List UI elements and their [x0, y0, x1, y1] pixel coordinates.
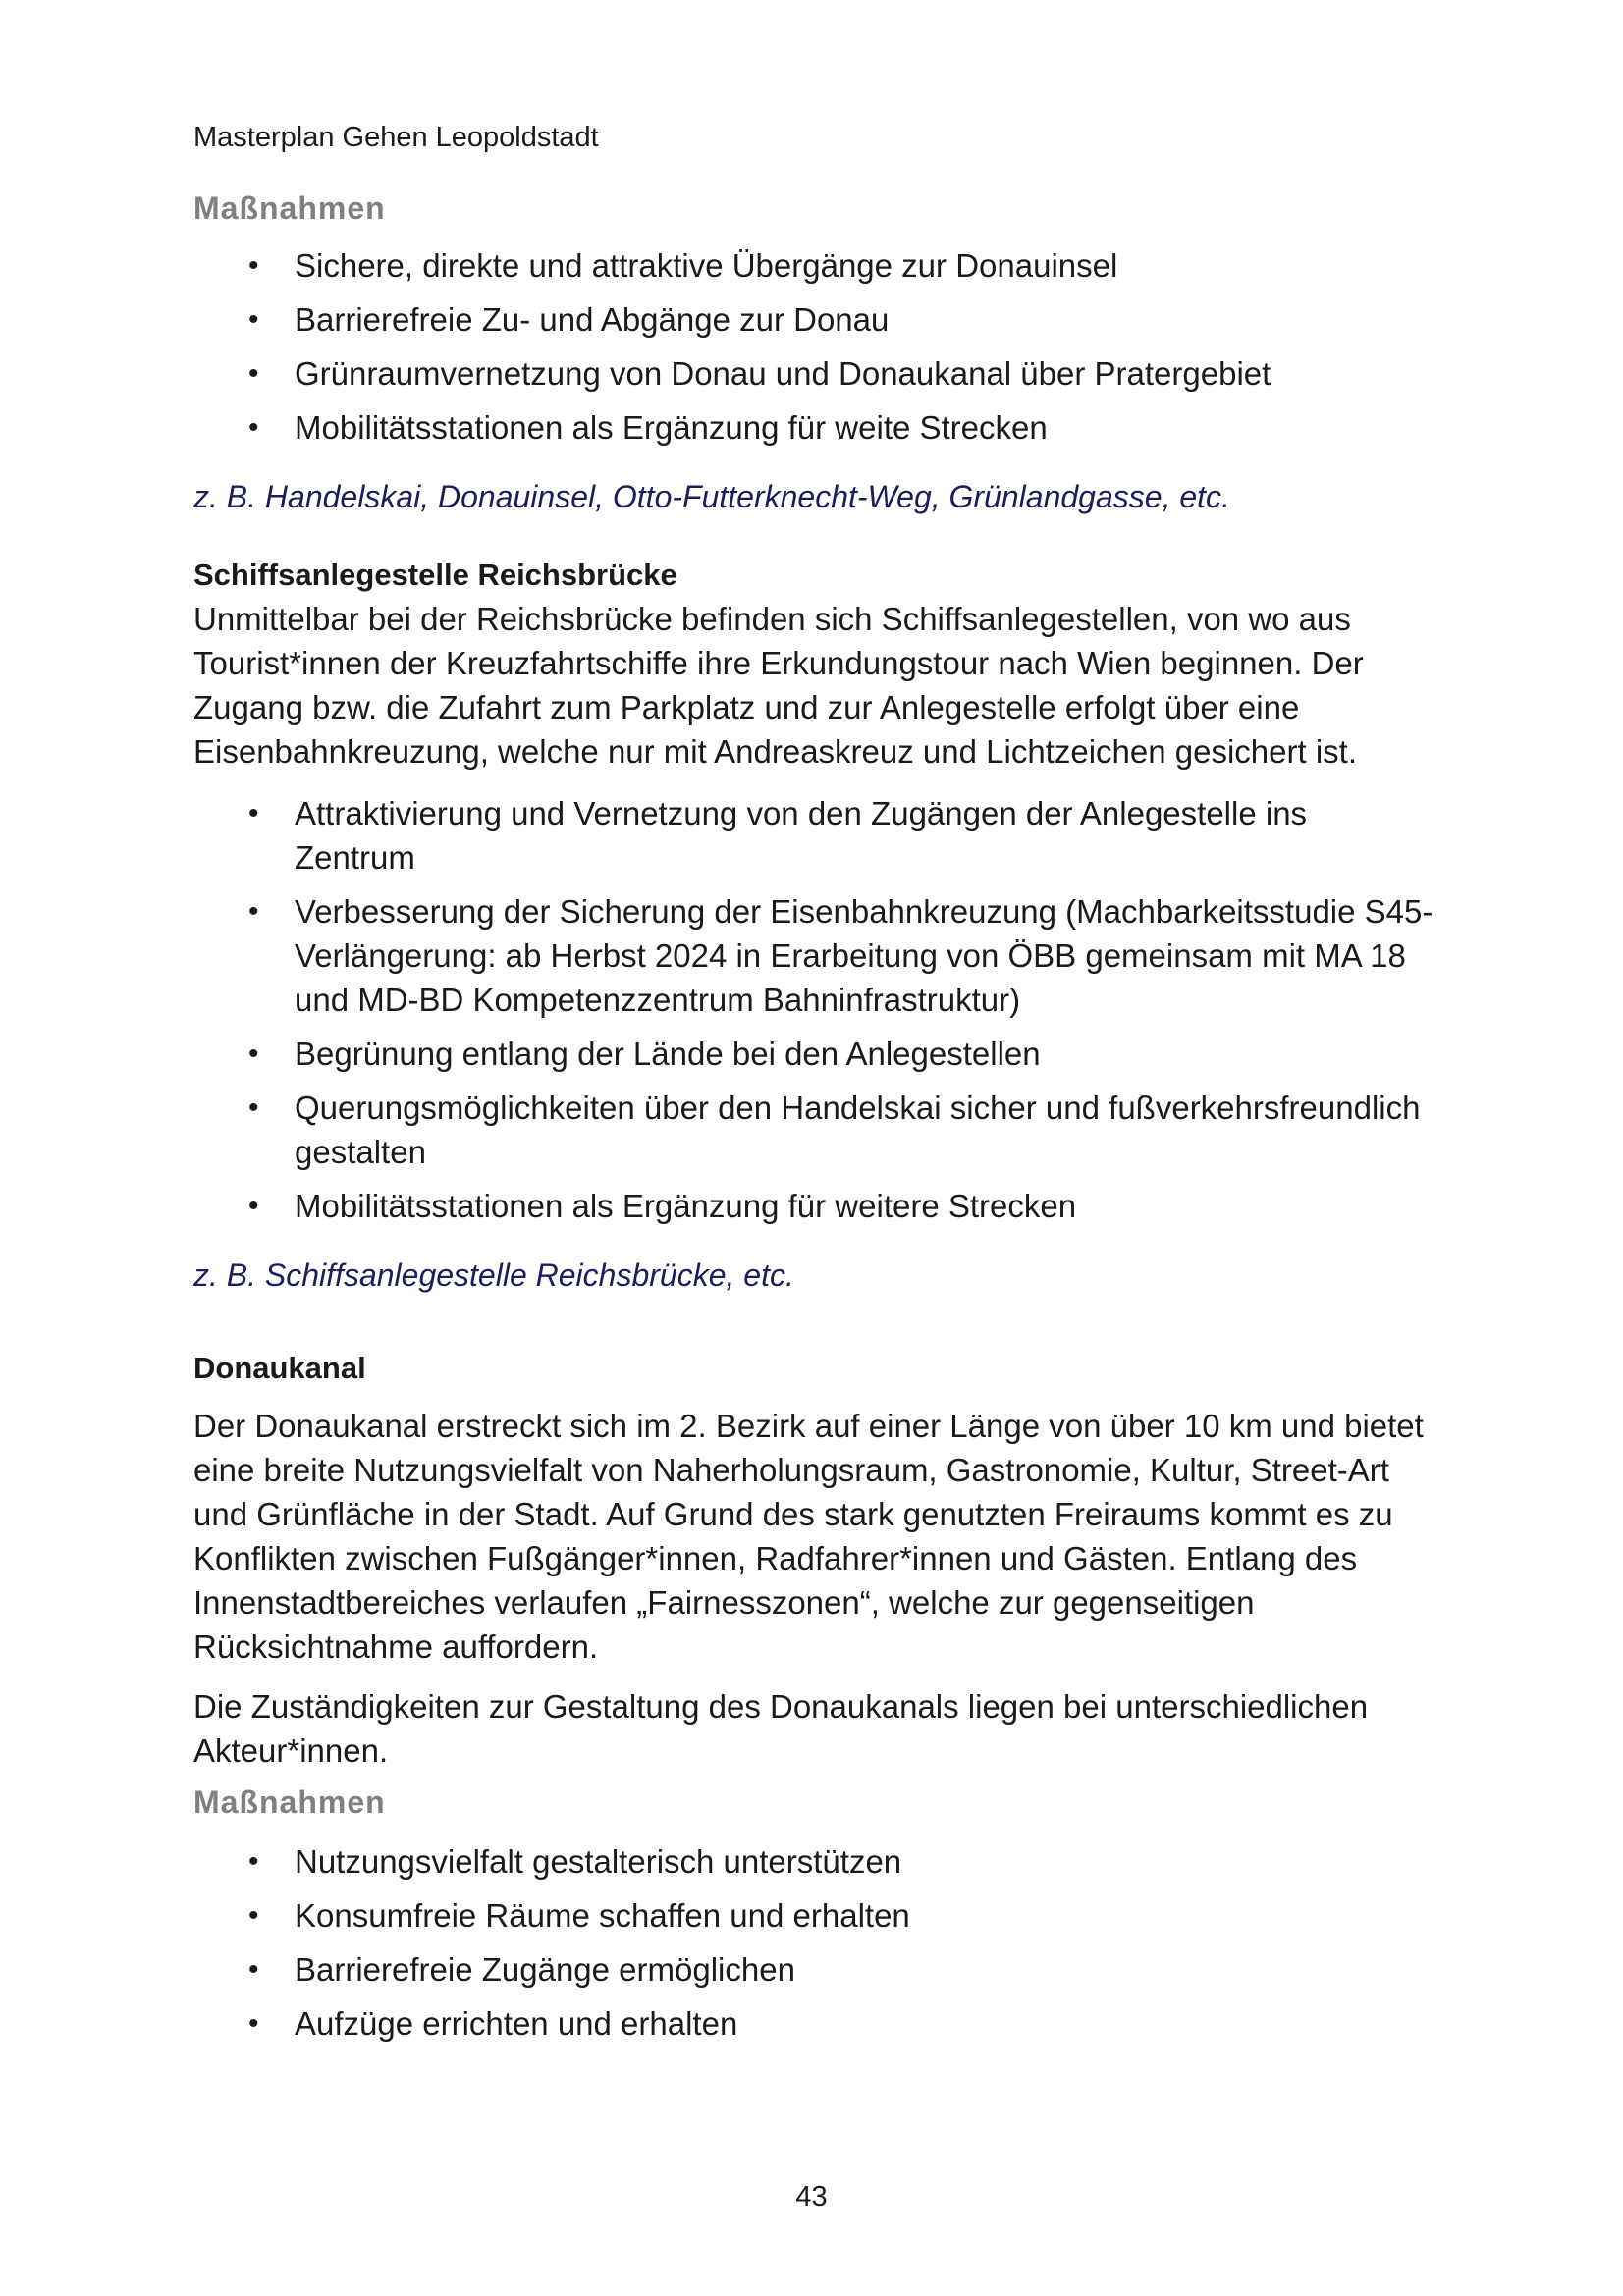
list-item	[193, 1840, 1460, 1884]
bullet: •	[248, 797, 259, 829]
text-line: Akteur*innen.	[193, 1733, 389, 1769]
section-heading-reichsbruecke: Schiffsanlegestelle Reichsbrücke	[193, 558, 677, 592]
page-number: 43	[795, 2181, 828, 2213]
measures-list-donaukanal	[193, 1840, 1460, 2046]
list-item	[193, 351, 1460, 396]
text-line: und Grünfläche in der Stadt. Auf Grund des stark genutzten Freiraums kommt es zu	[193, 1496, 1393, 1532]
list-item-text: Mobilitätsstationen als Ergänzung für weitere Strecken	[295, 1188, 1077, 1224]
list-item-text: Mobilitätsstationen als Ergänzung für weite Strecken	[295, 409, 1048, 446]
bullet: •	[248, 1190, 259, 1222]
list-item-text: Verbesserung der Sicherung der Eisenbahnkreuzung (Machbarkeitsstudie S45-	[295, 893, 1434, 930]
paragraph-donaukanal-2	[193, 1684, 1460, 1773]
text-line: Der Donaukanal erstreckt sich im 2. Bezirk auf einer Länge von über 10 km und bietet	[193, 1408, 1424, 1444]
list-item	[193, 1948, 1460, 1992]
bullet: •	[248, 1899, 259, 1932]
list-item-text: Verlängerung: ab Herbst 2024 in Erarbeitung von ÖBB gemeinsam mit MA 18	[295, 937, 1406, 974]
bullet: •	[248, 1038, 259, 1070]
list-item-text: gestalten	[295, 1134, 426, 1170]
bullet: •	[248, 411, 259, 444]
measures-label: Maßnahmen	[193, 190, 386, 226]
measures-label: Maßnahmen	[193, 1785, 386, 1820]
list-item	[193, 243, 1460, 288]
list-item	[193, 791, 1460, 880]
text-line: Innenstadtbereiches verlaufen „Fairnesszonen“, welche zur gegenseitigen	[193, 1584, 1255, 1621]
running-header: Masterplan Gehen Leopoldstadt	[193, 122, 599, 153]
list-item	[193, 1086, 1460, 1174]
text-line: Unmittelbar bei der Reichsbrücke befinden sich Schiffsanlegestellen, von wo aus	[193, 601, 1351, 637]
measures-list-reichsbruecke	[193, 791, 1460, 1228]
list-item-text: Begrünung entlang der Lände bei den Anlegestellen	[295, 1036, 1041, 1072]
list-item	[193, 2002, 1460, 2046]
paragraph-reichsbruecke	[193, 597, 1460, 774]
bullet: •	[248, 303, 259, 336]
list-item-text: Sichere, direkte und attraktive Übergänge zur Donauinsel	[295, 247, 1118, 284]
example-locations: z. B. Handelskai, Donauinsel, Otto-Futterknecht-Weg, Grünlandgasse, etc.	[193, 479, 1230, 514]
bullet: •	[248, 1845, 259, 1878]
text-line: Eisenbahnkreuzung, welche nur mit Andreaskreuz und Lichtzeichen gesichert ist.	[193, 733, 1358, 770]
bullet: •	[248, 1953, 259, 1986]
page-content	[193, 116, 1460, 2056]
text-line: Zugang bzw. die Zufahrt zum Parkplatz und zur Anlegestelle erfolgt über eine	[193, 689, 1300, 725]
text-line: Die Zuständigkeiten zur Gestaltung des Donaukanals liegen bei unterschiedlichen	[193, 1688, 1369, 1725]
bullet: •	[248, 1092, 259, 1124]
list-item	[193, 1032, 1460, 1076]
list-item	[193, 297, 1460, 342]
list-item-text: Attraktivierung und Vernetzung von den Zugängen der Anlegestelle ins	[295, 795, 1308, 831]
example-locations: z. B. Schiffsanlegestelle Reichsbrücke, etc.	[193, 1257, 794, 1293]
text-line: Rücksichtnahme auffordern.	[193, 1629, 599, 1665]
list-item-text: Aufzüge errichten und erhalten	[295, 2005, 738, 2042]
bullet: •	[248, 357, 259, 390]
text-line: eine breite Nutzungsvielfalt von Naherholungsraum, Gastronomie, Kultur, Street-Art	[193, 1452, 1389, 1488]
text-line: Konflikten zwischen Fußgänger*innen, Radfahrer*innen und Gästen. Entlang des	[193, 1540, 1358, 1576]
text-line: Tourist*innen der Kreuzfahrtschiffe ihre Erkundungstour nach Wien beginnen. Der	[193, 645, 1364, 681]
section-heading-donaukanal: Donaukanal	[193, 1351, 366, 1385]
bullet: •	[248, 249, 259, 282]
list-item-text: Konsumfreie Räume schaffen und erhalten	[295, 1897, 910, 1934]
list-item-text: Grünraumvernetzung von Donau und Donaukanal über Pratergebiet	[295, 355, 1271, 392]
bullet: •	[248, 895, 259, 928]
list-item-text: Barrierefreie Zu- und Abgänge zur Donau	[295, 301, 890, 338]
list-item-text: Nutzungsvielfalt gestalterisch unterstützen	[295, 1843, 902, 1880]
bullet: •	[248, 2007, 259, 2040]
list-item	[193, 889, 1460, 1022]
list-item	[193, 405, 1460, 450]
list-item-text: und MD-BD Kompetenzzentrum Bahninfrastruktur)	[295, 982, 1021, 1018]
measures-list-donau	[193, 243, 1460, 450]
paragraph-donaukanal-1	[193, 1404, 1460, 1669]
list-item-text: Querungsmöglichkeiten über den Handelskai sicher und fußverkehrsfreundlich	[295, 1090, 1421, 1126]
list-item	[193, 1184, 1460, 1228]
list-item-text: Zentrum	[295, 839, 415, 876]
list-item-text: Barrierefreie Zugänge ermöglichen	[295, 1951, 795, 1988]
list-item	[193, 1894, 1460, 1938]
